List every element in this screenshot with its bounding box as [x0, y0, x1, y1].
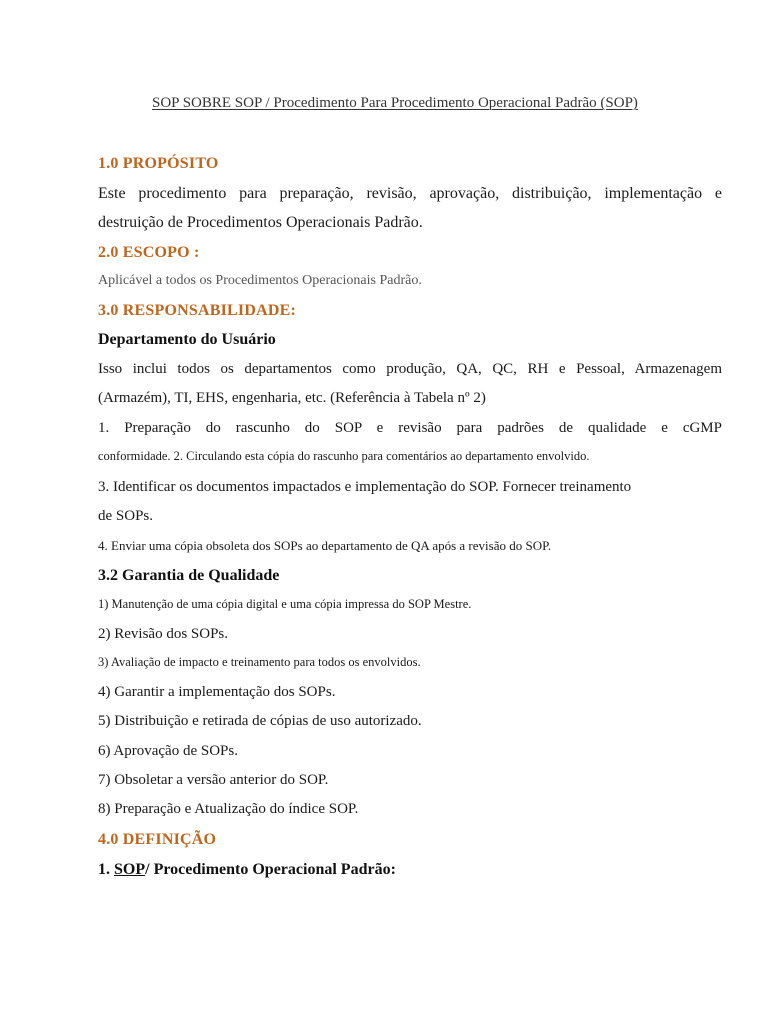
- responsibility-item-1: 1. Preparação do rascunho do SOP e revisão para padrões de qualidade e cGMP: [98, 420, 722, 436]
- section-heading-definition: 4.0 DEFINIÇÃO: [98, 831, 217, 848]
- qa-item-3: 3) Avaliação de impacto e treinamento para todos os envolvidos.: [98, 655, 421, 669]
- qa-item-5: 5) Distribuição e retirada de cópias de uso autorizado.: [98, 713, 422, 729]
- section-heading-scope: 2.0 ESCOPO :: [98, 244, 200, 261]
- qa-item-1: 1) Manutenção de uma cópia digital e uma cópia impressa do SOP Mestre.: [98, 597, 472, 611]
- responsibility-item-4: 4. Enviar uma cópia obsoleta dos SOPs ao departamento de QA após a revisão do SOP.: [98, 538, 552, 553]
- responsibility-text-line1: Isso inclui todos os departamentos como produção, QA, QC, RH e Pessoal, Armazenagem: [98, 361, 722, 377]
- scope-text: Aplicável a todos os Procedimentos Operacionais Padrão.: [98, 273, 422, 288]
- responsibility-item-3-cont: de SOPs.: [98, 508, 154, 524]
- purpose-text-line2: destruição de Procedimentos Operacionais Padrão.: [98, 214, 423, 231]
- purpose-text-line1: Este procedimento para preparação, revisão, aprovação, distribuição, implementação e: [98, 185, 722, 202]
- section-heading-responsibility: 3.0 RESPONSABILIDADE:: [98, 302, 297, 319]
- qa-item-2: 2) Revisão dos SOPs.: [98, 626, 229, 642]
- subheading-user-department: Departamento do Usuário: [98, 331, 276, 348]
- section-heading-purpose: 1.0 PROPÓSITO: [98, 155, 219, 172]
- document-title: SOP SOBRE SOP / Procedimento Para Procedimento Operacional Padrão (SOP): [152, 95, 638, 111]
- subheading-quality-assurance: 3.2 Garantia de Qualidade: [98, 567, 280, 584]
- qa-item-7: 7) Obsoletar a versão anterior do SOP.: [98, 772, 329, 788]
- qa-item-6: 6) Aprovação de SOPs.: [98, 743, 238, 759]
- definition-term: SOP: [114, 861, 146, 878]
- qa-item-8: 8) Preparação e Atualização do índice SOP.: [98, 801, 359, 817]
- definition-item-1: [98, 861, 396, 879]
- responsibility-item-1-cont: conformidade. 2. Circulando esta cópia do rascunho para comentários ao departamento envolvido.: [98, 449, 590, 463]
- responsibility-item-3: 3. Identificar os documentos impactados e implementação do SOP. Fornecer treinamento: [98, 479, 632, 495]
- definition-text: / Procedimento Operacional Padrão:: [145, 861, 396, 878]
- qa-item-4: 4) Garantir a implementação dos SOPs.: [98, 684, 336, 700]
- responsibility-text-line2: (Armazém), TI, EHS, engenharia, etc. (Referência à Tabela nº 2): [98, 390, 486, 406]
- definition-number: 1.: [98, 861, 114, 878]
